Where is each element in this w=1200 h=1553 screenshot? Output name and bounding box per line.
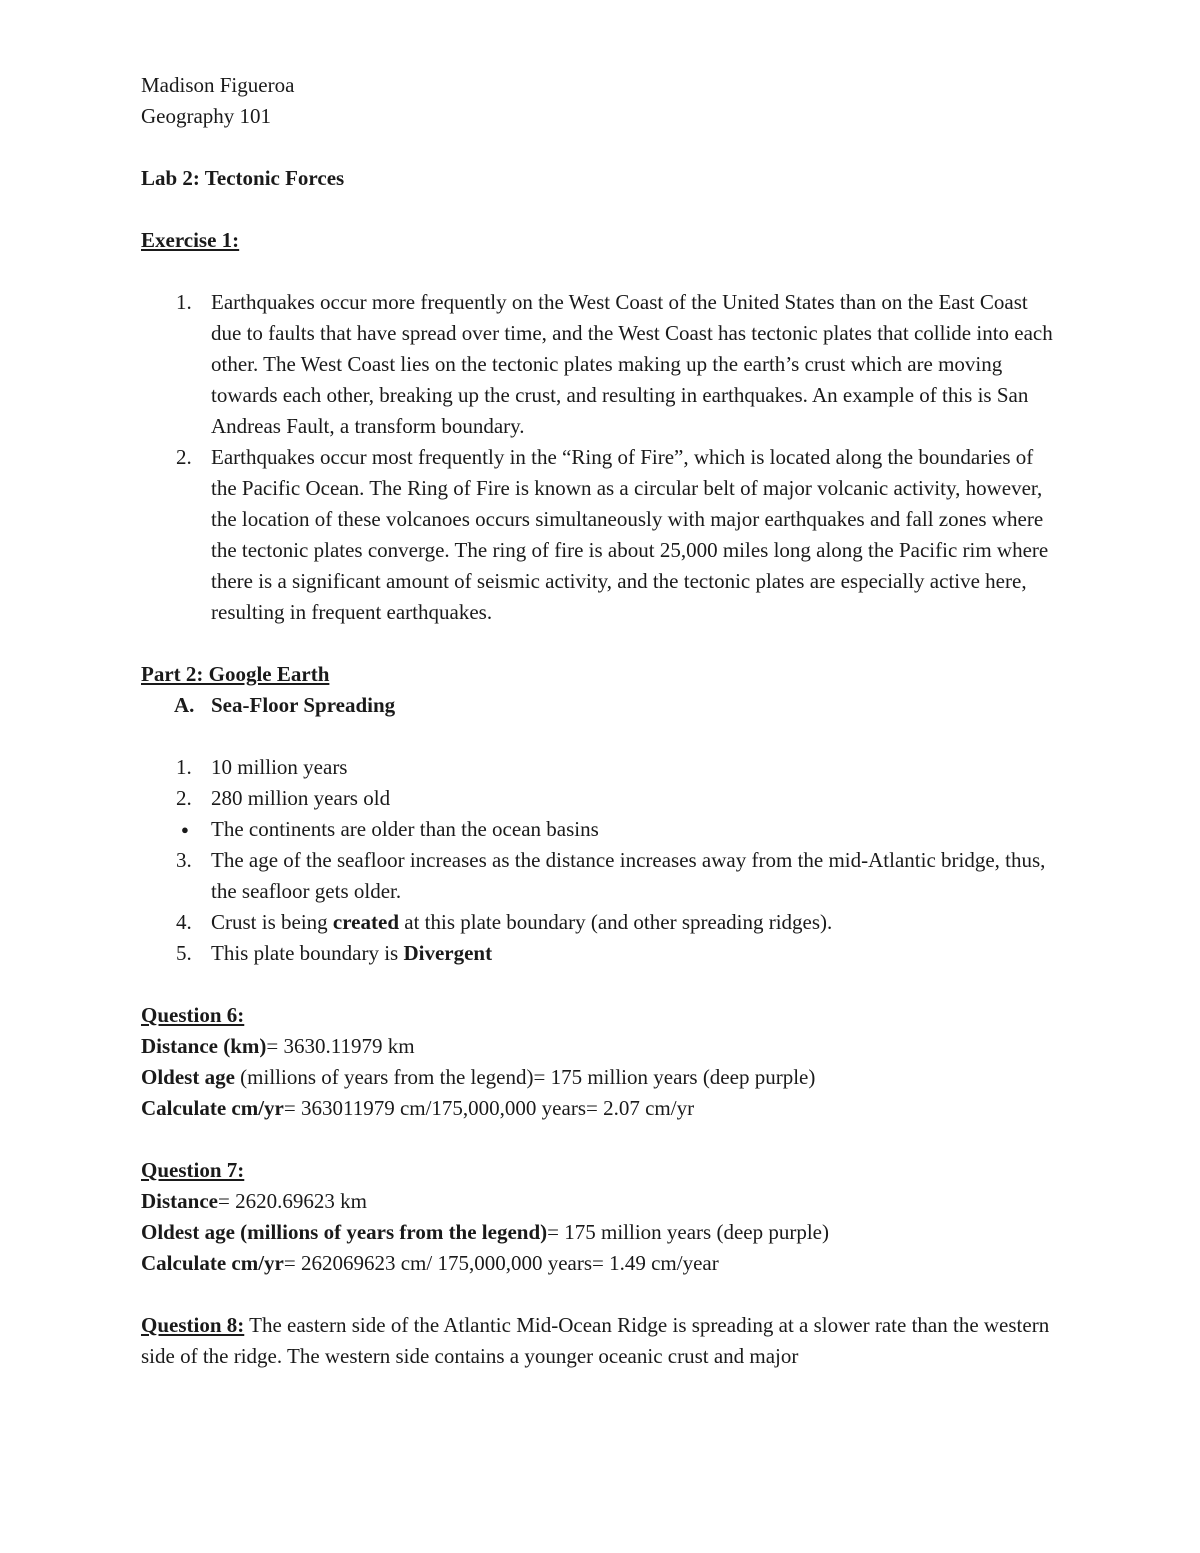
field-value: (millions of years from the legend)= 175 million years (deep purple) (234, 1065, 816, 1089)
exercise1-list (141, 287, 1061, 628)
spacer (141, 194, 1061, 225)
list-marker: 2. (176, 786, 192, 810)
list-marker: 5. (176, 941, 192, 965)
bullet-icon: ● (181, 822, 189, 837)
list-item-text: Earthquakes occur most frequently in the “Ring of Fire”, which is located along the boundaries of the Pacific Ocean. The Ring of Fire is known as a circular belt of major volcanic activity, however, the location of these volcanoes occurs simultaneously with major earthquakes and fall zones where the tectonic plates converge. The ring of fire is about 25,000 miles long along the Pacific rim where there is a significant amount of seismic activity, and the tectonic plates are especially active here, resulting in frequent earthquakes. (211, 445, 1049, 624)
section-marker: A. (174, 693, 195, 717)
question6-distance (141, 1031, 1061, 1062)
field-label: Distance (km) (141, 1034, 267, 1058)
question6-calculation (141, 1093, 1061, 1124)
list-marker: 1. (176, 755, 192, 779)
field-value: = 363011979 cm/175,000,000 years= 2.07 cm/yr (283, 1096, 695, 1120)
lab-title: Lab 2: Tectonic Forces (141, 166, 345, 190)
spacer (141, 132, 1061, 163)
question6-oldest-age (141, 1062, 1061, 1093)
list-item-text: This plate boundary is (211, 941, 404, 965)
part2-section-list (141, 690, 1061, 721)
list-item (141, 442, 1061, 628)
section-title-text: Sea-Floor Spreading (211, 693, 396, 717)
list-item-text: 280 million years old (211, 786, 391, 810)
list-item-text: Earthquakes occur more frequently on the West Coast of the United States than on the East Coast due to faults that have spread over time, and the West Coast has tectonic plates that collide into each other. The West Coast lies on the tectonic plates making up the earth’s crust which are moving towards each other, breaking up the crust, and resulting in earthquakes. An example of this is San Andreas Fault, a transform boundary. (211, 290, 1053, 438)
sub-bullet-list (141, 814, 1061, 845)
list-item (141, 845, 1061, 907)
list-item-bold: created (332, 910, 399, 934)
bullet-item (141, 814, 1061, 845)
spacer (141, 721, 1061, 752)
list-marker: 1. (176, 290, 192, 314)
list-item (141, 752, 1061, 783)
exercise1-heading: Exercise 1: (141, 228, 240, 252)
list-item (141, 907, 1061, 938)
section-title (141, 690, 1061, 721)
author-name: Madison Figueroa (141, 73, 295, 97)
question8-heading: Question 8: (141, 1313, 245, 1337)
question8-text: The eastern side of the Atlantic Mid-Ocean Ridge is spreading at a slower rate than the western side of the ridge. The western side contains a younger oceanic crust and major (141, 1313, 1050, 1368)
question7-oldest-age (141, 1217, 1061, 1248)
field-value: = 2620.69623 km (218, 1189, 367, 1213)
question7-distance (141, 1186, 1061, 1217)
question6-heading: Question 6: (141, 1003, 245, 1027)
spacer (141, 256, 1061, 287)
list-marker: 2. (176, 445, 192, 469)
field-label: Calculate cm/yr (141, 1096, 284, 1120)
list-marker: 4. (176, 910, 192, 934)
list-item-text: 10 million years (211, 755, 348, 779)
document-page (141, 70, 1061, 1372)
field-value: = 262069623 cm/ 175,000,000 years= 1.49 cm/year (283, 1251, 719, 1275)
question8-paragraph (141, 1310, 1061, 1372)
list-item-text: Crust is being (211, 910, 333, 934)
field-label: Oldest age (141, 1065, 235, 1089)
field-value: = 3630.11979 km (266, 1034, 415, 1058)
spacer (141, 1279, 1061, 1310)
field-label: Calculate cm/yr (141, 1251, 284, 1275)
list-item-bold: Divergent (403, 941, 493, 965)
question7-heading: Question 7: (141, 1158, 245, 1182)
spacer (141, 1124, 1061, 1155)
bullet-text: The continents are older than the ocean basins (211, 817, 599, 841)
list-item (141, 938, 1061, 969)
list-item (141, 783, 1061, 845)
list-item-text: at this plate boundary (and other spreading ridges). (399, 910, 833, 934)
question7-calculation (141, 1248, 1061, 1279)
spacer (141, 969, 1061, 1000)
field-label: Distance (141, 1189, 218, 1213)
field-label: Oldest age (millions of years from the legend) (141, 1220, 548, 1244)
spacer (141, 628, 1061, 659)
list-marker: 3. (176, 848, 192, 872)
list-item (141, 287, 1061, 442)
list-item-text: The age of the seafloor increases as the distance increases away from the mid-Atlantic bridge, thus, the seafloor gets older. (211, 848, 1046, 903)
part2-answers-list (141, 752, 1061, 969)
field-value: = 175 million years (deep purple) (547, 1220, 829, 1244)
course-name: Geography 101 (141, 104, 272, 128)
part2-heading: Part 2: Google Earth (141, 662, 330, 686)
